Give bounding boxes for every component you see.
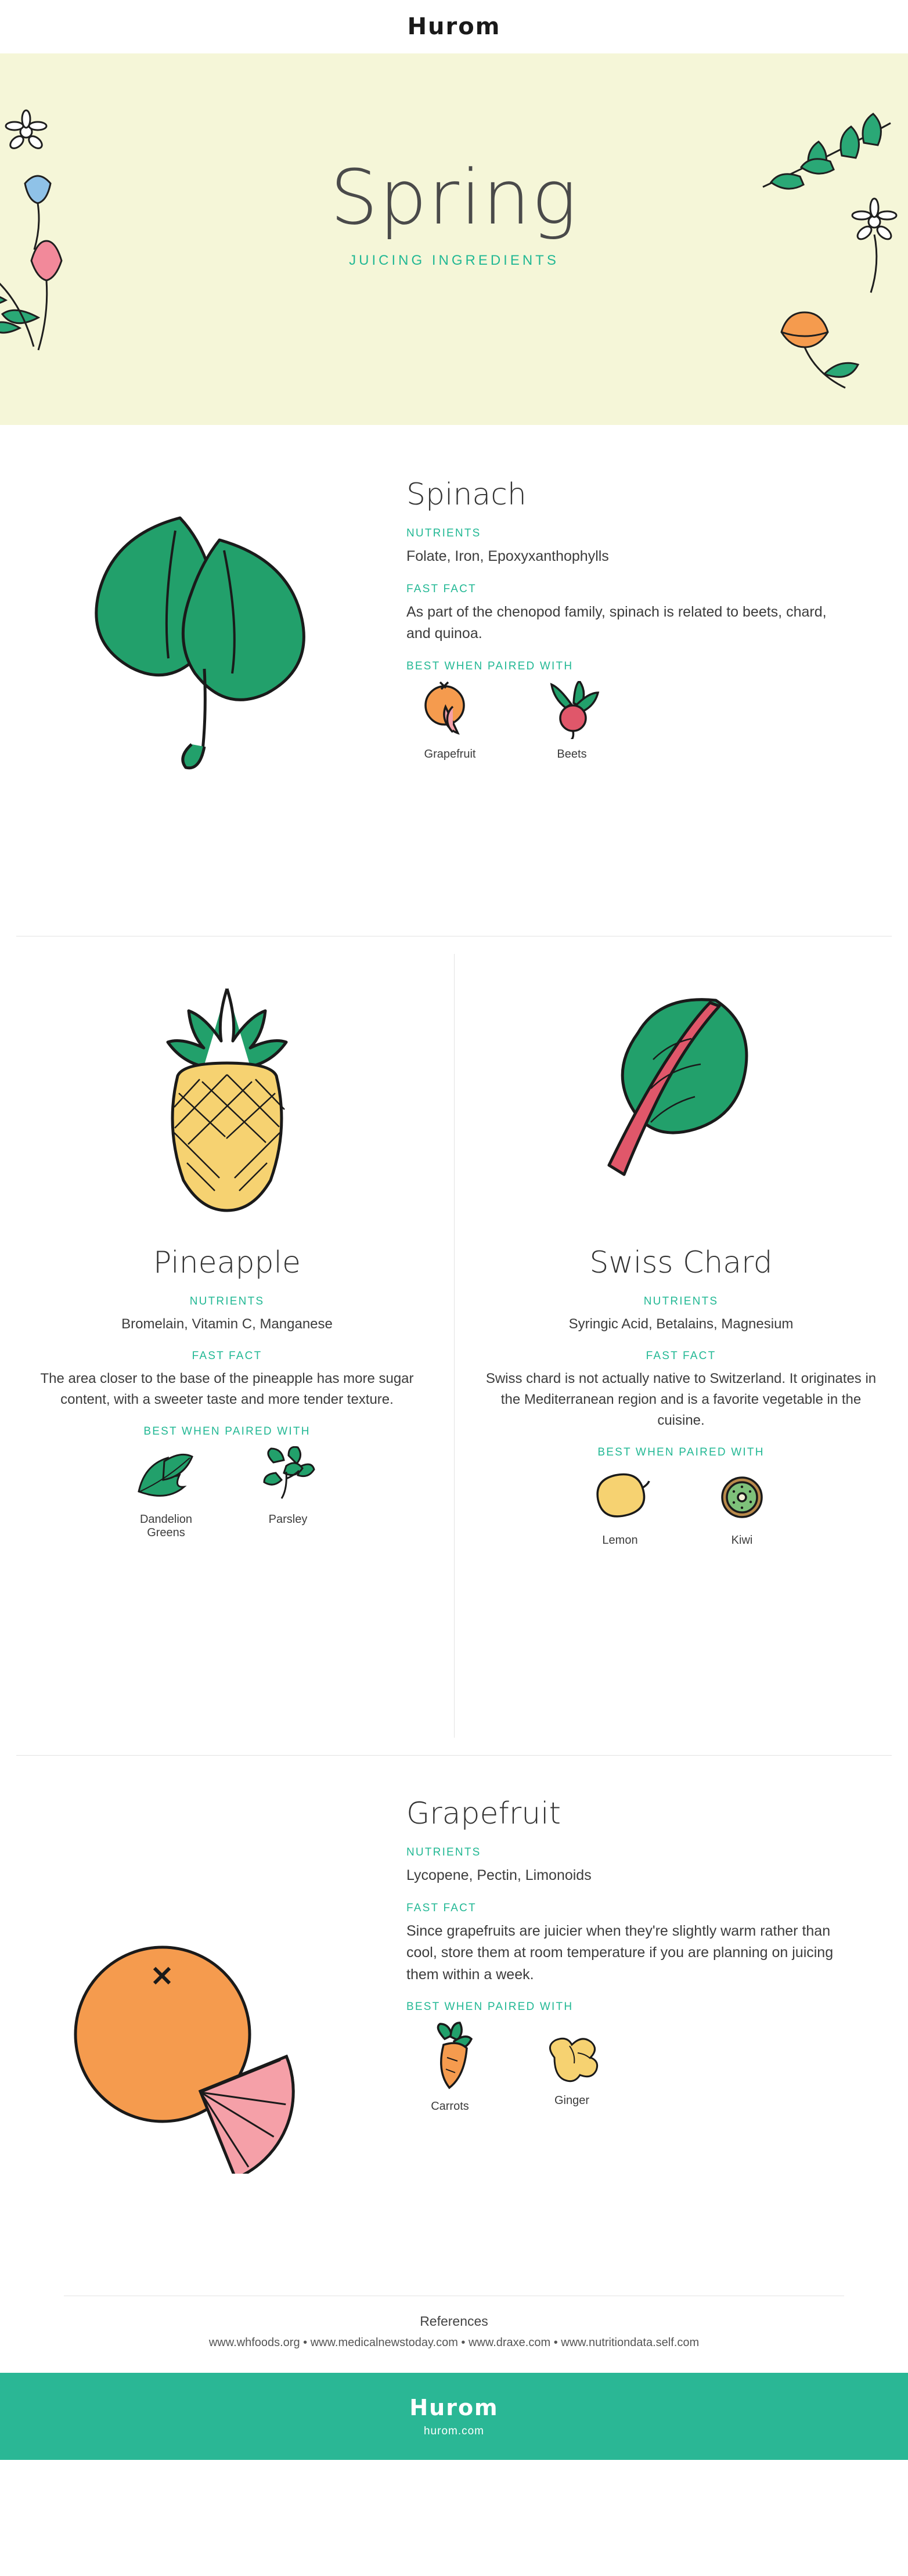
pairing-label: Dandelion Greens — [139, 1513, 193, 1539]
nutrients-label: NUTRIENTS — [189, 1295, 265, 1307]
kiwi-icon — [710, 1467, 774, 1525]
ginger-icon — [537, 2022, 607, 2085]
fast-fact-value: The area closer to the base of the pineapple has more sugar content, with a sweeter taste and more tender texture. — [40, 1371, 414, 1407]
footer — [0, 2373, 908, 2460]
fast-fact-block — [28, 1350, 426, 1410]
pairing-label: Lemon — [602, 1534, 638, 1547]
pairing-label: Kiwi — [731, 1534, 753, 1547]
nutrients-value: Bromelain, Vitamin C, Manganese — [121, 1316, 333, 1332]
column-pineapple — [0, 936, 454, 1755]
pairing-label: Grapefruit — [424, 747, 476, 761]
beet-icon — [540, 681, 604, 739]
pairing-item — [122, 1446, 210, 1540]
spinach-details — [406, 477, 836, 776]
fast-fact-label: FAST FACT — [646, 1350, 716, 1362]
pineapple-icon — [131, 977, 323, 1233]
item-title: Spinach — [406, 477, 527, 512]
page-subtitle: JUICING INGREDIENTS — [349, 252, 559, 268]
pairings-block — [482, 1446, 880, 1547]
pairing-item — [406, 2022, 493, 2113]
fast-fact-block — [406, 1902, 848, 1986]
grapefruit-large-icon — [52, 1930, 354, 2174]
grapefruit-icon — [418, 681, 482, 739]
pairing-item — [244, 1446, 332, 1540]
page-title: Spring — [330, 153, 578, 242]
fast-fact-value: Swiss chard is not actually native to Switzerland. It originates in the Mediterranean region and is a favorite vegetable in the cuisine. — [485, 1371, 877, 1428]
nutrients-label: NUTRIENTS — [406, 1846, 481, 1858]
pairing-item — [528, 681, 615, 761]
brand-header — [0, 0, 908, 53]
pairing-item — [698, 1467, 786, 1547]
fast-fact-label: FAST FACT — [406, 1901, 477, 1914]
paired-label: BEST WHEN PAIRED WITH — [406, 2001, 574, 2013]
dandelion-greens-icon — [128, 1446, 204, 1504]
item-title: Grapefruit — [406, 1796, 561, 1831]
lemon-icon — [585, 1467, 655, 1525]
pairing-item — [576, 1467, 664, 1547]
references-title: References — [420, 2314, 488, 2329]
parsley-icon — [256, 1446, 320, 1504]
paired-label: BEST WHEN PAIRED WITH — [143, 1425, 311, 1437]
nutrients-label: NUTRIENTS — [406, 527, 481, 539]
grapefruit-details — [406, 1796, 848, 2128]
pairing-label: Parsley — [268, 1513, 308, 1526]
column-swiss-chard — [454, 936, 908, 1755]
fast-fact-value: As part of the chenopod family, spinach is related to beets, chard, and quinoa. — [406, 603, 827, 642]
nutrients-value: Folate, Iron, Epoxyxanthophylls — [406, 548, 609, 564]
references-links: www.whfoods.org • www.medicalnewstoday.com • www.draxe.com • www.nutritiondata.self.com — [208, 2336, 700, 2349]
hurom-logo: Hurom — [407, 13, 501, 40]
pairings-block — [406, 660, 836, 761]
item-title: Swiss Chard — [589, 1245, 773, 1280]
nutrients-label: NUTRIENTS — [643, 1295, 719, 1307]
nutrients-block — [406, 1846, 848, 1887]
nutrients-value: Lycopene, Pectin, Limonoids — [406, 1867, 592, 1883]
nutrients-value: Syringic Acid, Betalains, Magnesium — [568, 1316, 794, 1332]
nutrients-block — [28, 1295, 426, 1335]
pairings-block — [406, 2001, 848, 2113]
nutrients-block — [482, 1295, 880, 1335]
section-spinach — [0, 425, 908, 936]
fast-fact-label: FAST FACT — [192, 1350, 262, 1362]
section-pineapple-swisschard — [0, 936, 908, 1755]
pairing-item — [528, 2022, 615, 2113]
fast-fact-block — [406, 583, 836, 645]
section-grapefruit — [0, 1756, 908, 2296]
item-title: Pineapple — [153, 1245, 301, 1280]
spinach-leaves-icon — [75, 495, 348, 773]
pairing-label: Beets — [557, 747, 587, 761]
carrot-icon — [418, 2022, 482, 2091]
nutrients-block — [406, 527, 836, 568]
pairing-label: Ginger — [554, 2094, 590, 2107]
pairing-item — [406, 681, 493, 761]
fast-fact-label: FAST FACT — [406, 582, 477, 595]
hero-banner — [0, 53, 908, 425]
paired-label: BEST WHEN PAIRED WITH — [406, 660, 574, 672]
footer-hurom-logo: Hurom — [409, 2395, 499, 2420]
fast-fact-value: Since grapefruits are juicier when they're slightly warm rather than cool, store them at room temperature if you are planning on juicing them within a week. — [406, 1922, 834, 1983]
footer-url[interactable]: hurom.com — [423, 2425, 485, 2437]
swiss-chard-icon — [576, 983, 786, 1233]
pairings-block — [28, 1425, 426, 1540]
paired-label: BEST WHEN PAIRED WITH — [597, 1446, 765, 1458]
pairing-label: Carrots — [431, 2100, 469, 2113]
fast-fact-block — [482, 1350, 880, 1431]
references-section — [64, 2296, 844, 2373]
